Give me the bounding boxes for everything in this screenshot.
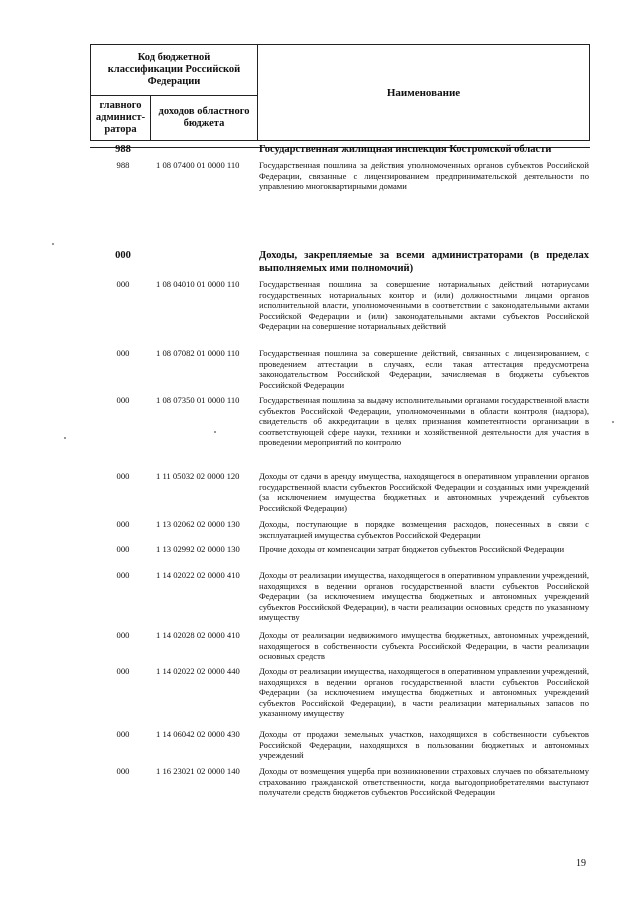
row-name: Доходы от возмещения ущерба при возникновении страховых случаев по обязательному страхованию гражданской ответственности, когда выгодоприобретателями выступают получатели средств бюджетов субъектов Российской Федерации xyxy=(259,766,589,798)
admin-code: 000 xyxy=(116,395,130,405)
row-name: Государственная пошлина за совершение действий, связанных с лицензированием, с проведением аттестации в случаях, если такая аттестация предусмотрена законодательством Российской Федерации, зачисляемая в бюджеты субъектов Российской Федерации xyxy=(259,348,589,390)
admin-code: 000 xyxy=(116,729,130,739)
income-code: 1 08 07350 01 0000 110 xyxy=(156,395,240,405)
income-code: 1 14 02022 02 0000 440 xyxy=(156,666,240,676)
code-group-header: Код бюджетной классификации Российской Федерации xyxy=(91,45,258,96)
row-name: Доходы от сдачи в аренду имущества, находящегося в оперативном управлении органов государственной власти субъектов Российской Федерации и созданных ими учреждений (за исключением имущества бюджетных и автономных учреждений субъектов Российской Федерации) xyxy=(259,471,589,513)
admin-code: 000 xyxy=(116,630,130,640)
admin-code: 988 xyxy=(116,160,130,170)
admin-code: 988 xyxy=(115,144,131,155)
income-code: 1 08 07082 01 0000 110 xyxy=(156,348,240,358)
income-code: 1 14 02022 02 0000 410 xyxy=(156,570,240,580)
income-code: 1 14 06042 02 0000 430 xyxy=(156,729,240,739)
scan-speck xyxy=(214,431,216,433)
admin-code: 000 xyxy=(116,544,130,554)
row-name: Доходы, поступающие в порядке возмещения расходов, понесенных в связи с эксплуатацией имущества субъектов Российской Федерации xyxy=(259,519,589,540)
income-column-header: доходов областного бюджета xyxy=(151,96,258,140)
income-code: 1 08 07400 01 0000 110 xyxy=(156,160,240,170)
admin-column-header: главного админист-ратора xyxy=(91,96,151,140)
row-name: Доходы от реализации имущества, находящегося в оперативном управлении учреждений, находящихся в ведении органов государственной власти субъектов Российской Федерации (за исключением имущества бюджетных и автономных учреждений субъектов Российской Федерации), в части реализации материальных запасов по указанному имуществу xyxy=(259,666,589,719)
row-name: Прочие доходы от компенсации затрат бюджетов субъектов Российской Федерации xyxy=(259,544,565,554)
scan-speck xyxy=(64,437,66,439)
row-name: Доходы от продажи земельных участков, находящихся в собственности субъектов Российской Федерации, находящихся в пользовании бюджетных и автономных учреждений xyxy=(259,729,589,761)
income-code: 1 14 02028 02 0000 410 xyxy=(156,630,240,640)
admin-code: 000 xyxy=(116,766,130,776)
row-name: Доходы, закрепляемые за всеми администраторами (в пределах выполняемых ими полномочий) xyxy=(259,250,589,274)
name-column-header: Наименование xyxy=(386,86,461,99)
scan-speck xyxy=(612,421,614,423)
income-code: 1 11 05032 02 0000 120 xyxy=(156,471,240,481)
income-code: 1 16 23021 02 0000 140 xyxy=(156,766,240,776)
admin-code: 000 xyxy=(116,279,130,289)
admin-code: 000 xyxy=(116,570,130,580)
admin-code: 000 xyxy=(116,519,130,529)
admin-code: 000 xyxy=(116,666,130,676)
row-name: Государственная пошлина за совершение нотариальных действий нотариусами государственных нотариальных контор и (или) должностными лицами органов исполнительной власти, уполномоченными в соответствии с законодательными актами Российской Федерации и (или) законодательными актами субъектов Российской Федерации на совершение нотариальных действий xyxy=(259,279,589,332)
row-name: Государственная жилищная инспекция Костромской области xyxy=(259,144,552,155)
admin-code: 000 xyxy=(115,250,131,261)
income-code: 1 13 02992 02 0000 130 xyxy=(156,544,240,554)
admin-code: 000 xyxy=(116,348,130,358)
page-number: 19 xyxy=(576,858,586,869)
admin-code: 000 xyxy=(116,471,130,481)
scan-speck xyxy=(52,243,54,245)
table-header xyxy=(90,44,590,141)
income-code: 1 08 04010 01 0000 110 xyxy=(156,279,240,289)
row-name: Государственная пошлина за действия уполномоченных органов субъектов Российской Федерации, связанные с лицензированием предпринимательской деятельности по управлению многоквартирными домами xyxy=(259,160,589,192)
row-name: Доходы от реализации имущества, находящегося в оперативном управлении учреждений, находящихся в ведении органов государственной власти субъектов Российской Федерации (за исключением имущества бюджетных и автономных учреждений субъектов Российской Федерации), в части реализации основных средств по указанному имуществу xyxy=(259,570,589,623)
row-name: Государственная пошлина за выдачу исполнительными органами государственной власти субъектов Российской Федерации, уполномоченными в области контроля (надзора), свидетельств об аккредитации в целях признания компетентности организации в соответствующей сфере науки, техники и хозяйственной деятельности для участия в проведении мероприятий по контролю xyxy=(259,395,589,448)
row-name: Доходы от реализации недвижимого имущества бюджетных, автономных учреждений, находящегося в собственности субъекта Российской Федерации, в части реализации основных средств xyxy=(259,630,589,662)
income-code: 1 13 02062 02 0000 130 xyxy=(156,519,240,529)
